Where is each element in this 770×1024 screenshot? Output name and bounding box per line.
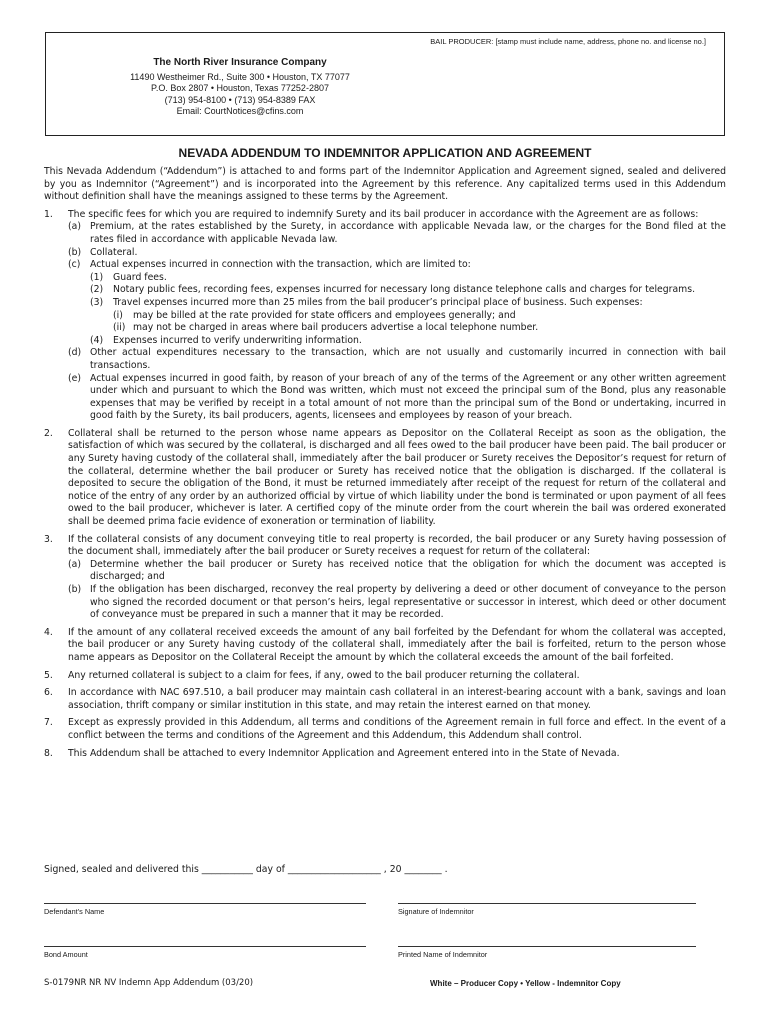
item-number: 1. bbox=[44, 208, 53, 220]
item-text: If the amount of any collateral received exceeds the amount of any bail forfeited by the Defendant for whom the collateral was accepted, the bail producer or any Surety having custody of the collateral shall, immediately after the bail is forfeited, return to the person whose name appears as Depositor on the Collateral Receipt the amount by which the collateral exceeds the amount of the bail forfeited. bbox=[68, 626, 726, 663]
printed-name-field[interactable] bbox=[398, 946, 696, 959]
item-5 bbox=[44, 670, 726, 683]
bond-amount-field[interactable] bbox=[44, 946, 366, 959]
item-number: 8. bbox=[44, 747, 53, 759]
form-id: S-0179NR NR NV Indemn App Addendum (03/20) bbox=[44, 978, 254, 988]
stamp-note: BAIL PRODUCER: [stamp must include name, address, phone no. and license no.] bbox=[430, 37, 706, 46]
sub-item-c3: Travel expenses incurred more than 25 miles from the bail producer’s principal place of business. Such expenses: bbox=[113, 296, 643, 308]
item-number: 4. bbox=[44, 626, 53, 638]
item-number: 5. bbox=[44, 669, 53, 681]
bond-amount-label: Bond Amount bbox=[44, 950, 88, 959]
item-1: 1. The specific fees for which you are required to indemnify Surety and its bail producer in accordance with the Agreement are as follows: (a) Premium, at the rates established by the Surety, in accordance with applicable Nevada law, or the charges for the Bond filed at the rates filed in accordance with applicable Nevada law. (b) Collateral. (c) Actual expenses incurred in connection with the transaction, which are limited to: (1) Guard fees. (2) Notary public fees, recording fees, expenses incurred for necessary long distance telephone calls and charges for telegrams. (3) Travel expenses incurred more than 25 miles from the bail producer’s principal place of business. Such expenses: (i) may be billed at the rate provided for state officers and employees generally; and (ii) may not be charged in areas where bail producers advertise a local telephone number. (4) Expenses incurred to verify underwriting information. (d) Other actual expenditures necessary to the transaction, which are not usually and customarily incurred in connection with bail transactions. (e) Actual expenses incurred in good faith, by reason of your breach of any of the terms of the Agreement or any other written agreement under which and pursuant to which the Bond was written, which must not exceed the principal sum of the Bond, plus any reasonable expenses that may be verified by receipt in a total amount of not more than the principal sum of the Bond or undertaking, incurred in good faith by the Surety, its bail producers, agents, licensees and employees by reason of your breach. bbox=[44, 208, 726, 422]
header-box bbox=[45, 32, 725, 136]
sub-item-a: Premium, at the rates established by the Surety, in accordance with applicable Nevada law, or the charges for the Bond filed at the rates filed in accordance with applicable Nevada law. bbox=[90, 221, 726, 245]
item-text: The specific fees for which you are required to indemnify Surety and its bail producer in accordance with the Agreement are as follows: bbox=[68, 208, 699, 220]
company-name: The North River Insurance Company bbox=[153, 57, 327, 68]
defendant-name-label: Defendant’s Name bbox=[44, 907, 105, 916]
copy-distribution: White – Producer Copy • Yellow - Indemnitor Copy bbox=[430, 979, 621, 988]
defendant-name-field[interactable] bbox=[44, 903, 366, 916]
item-number: 3. bbox=[44, 533, 53, 545]
sub-item-d: Other actual expenditures necessary to the transaction, which are not usually and customarily incurred in connection with bail transactions. bbox=[90, 347, 726, 371]
sub-item-c3i: may be billed at the rate provided for state officers and employees generally; and bbox=[133, 309, 516, 321]
sub-item-c: Actual expenses incurred in connection with the transaction, which are limited to: bbox=[90, 259, 471, 271]
item-text: If the collateral consists of any document conveying title to real property is recorded, the bail producer or any Surety having possession of the document shall, immediately after the bail producer or Surety receives a request for return of the collateral: bbox=[68, 533, 726, 558]
item-2 bbox=[44, 428, 726, 529]
document-title: NEVADA ADDENDUM TO INDEMNITOR APPLICATION AND AGREEMENT bbox=[178, 146, 592, 160]
printed-name-label: Printed Name of Indemnitor bbox=[398, 950, 488, 959]
sub-item-e: Actual expenses incurred in good faith, by reason of your breach of any of the terms of the Agreement or any other written agreement under which and pursuant to which the Bond was written, which must not exceed the principal sum of the Bond, plus any reasonable expenses that may be verified by receipt in a total amount of not more than the principal sum of the Bond or undertaking, incurred in good faith by the Surety, its bail producers, agents, licensees and employees by reason of your breach. bbox=[90, 372, 726, 422]
item-text: This Addendum shall be attached to every Indemnitor Application and Agreement entered into in the State of Nevada. bbox=[68, 747, 620, 759]
sub-item-c3ii: may not be charged in areas where bail producers advertise a local telephone number. bbox=[133, 322, 539, 334]
item-text: In accordance with NAC 697.510, a bail producer may maintain cash collateral in an interest-bearing account with a bank, savings and loan association, thrift company or similar institution in this state, and may retain the interest earned on that money. bbox=[68, 687, 726, 711]
sub-item-c2: Notary public fees, recording fees, expenses incurred for necessary long distance telephone calls and charges for telegrams. bbox=[113, 284, 696, 296]
company-address-2: P.O. Box 2807 • Houston, Texas 77252-2807 bbox=[151, 83, 329, 93]
sub-item-c1: Guard fees. bbox=[113, 271, 167, 283]
signed-date-line[interactable]: Signed, sealed and delivered this ___________ day of ____________________ , 20 ________ . bbox=[44, 864, 448, 875]
company-block bbox=[90, 57, 390, 118]
company-email: Email: CourtNotices@cfins.com bbox=[176, 106, 304, 116]
company-address-1: 11490 Westheimer Rd., Suite 300 • Houston, TX 77077 bbox=[130, 71, 350, 82]
indemnitor-signature-label: Signature of Indemnitor bbox=[398, 907, 474, 916]
item-text: Any returned collateral is subject to a claim for fees, if any, owed to the bail producer returning the collateral. bbox=[68, 669, 580, 681]
item-text: Collateral shall be returned to the person whose name appears as Depositor on the Collateral Receipt as soon as the obligation, the satisfaction of which was secured by the collateral, is discharged and all fees owed to the bail producer have been paid. The bail producer or any Surety having custody of the collateral shall, immediately after the bail producer or Surety receives the Depositor’s request for return of the collateral, determine whether the bail producer or Surety has received notice that the obligation is discharged. If the collateral is deposited to secure the obligation of the Bond, it must be returned immediately after receipt of the request for return of the collateral and notice of the entry of any order by an authorized official by virtue of which liability under the bond is terminated or upon payment of all fees owed to the bail producer, whichever is later. A certified copy of the minute order from the court wherein the bail was ordered exonerated shall be deemed prima facie evidence of exoneration or termination of liability. bbox=[68, 427, 726, 528]
intro-paragraph: This Nevada Addendum (“Addendum”) is attached to and forms part of the Indemnitor Application and Agreement signed, sealed and delivered by you as Indemnitor (“Agreement”) and is incorporated into the Agreement by this reference. Any capitalized terms used in this Addendum without definition shall have the meanings assigned to these terms by the Agreement. bbox=[44, 166, 726, 203]
document-body bbox=[44, 166, 726, 760]
item-7 bbox=[44, 717, 726, 742]
sub-item-b: If the obligation has been discharged, reconvey the real property by delivering a deed or other document of conveyance to the person who signed the recorded document or that person’s heirs, legal representative or successor in interest, which deed or other document of conveyance must be prepared in such a manner that it may be recorded. bbox=[90, 584, 726, 621]
item-4 bbox=[44, 627, 726, 665]
item-3: 3. If the collateral consists of any document conveying title to real property is recorded, the bail producer or any Surety having possession of the document shall, immediately after the bail producer or Surety receives a request for return of the collateral: (a) Determine whether the bail producer or Surety has received notice that the obligation for which the document was accepted is discharged; and (b) If the obligation has been discharged, reconvey the real property by delivering a deed or other document of conveyance to the person who signed the recorded document or that person’s heirs, legal representative or successor in interest, which deed or other document of conveyance must be prepared in such a manner that it may be recorded. bbox=[44, 533, 726, 621]
item-number: 7. bbox=[44, 717, 53, 729]
sub-item-a: Determine whether the bail producer or Surety has received notice that the obligation for which the document was accepted is discharged; and bbox=[90, 558, 726, 583]
item-number: 2. bbox=[44, 427, 53, 439]
sub-item-c4: Expenses incurred to verify underwriting information. bbox=[113, 334, 362, 346]
sub-item-b: Collateral. bbox=[90, 246, 138, 258]
item-6 bbox=[44, 687, 726, 712]
indemnitor-signature-field[interactable] bbox=[398, 903, 696, 916]
company-phone: (713) 954-8100 • (713) 954-8389 FAX bbox=[164, 94, 316, 105]
item-text: Except as expressly provided in this Addendum, all terms and conditions of the Agreement remain in full force and effect. In the event of a conflict between the terms and conditions of the Agreement and this Addendum, this Addendum shall control. bbox=[68, 717, 726, 741]
item-number: 6. bbox=[44, 687, 53, 699]
item-8 bbox=[44, 748, 726, 761]
